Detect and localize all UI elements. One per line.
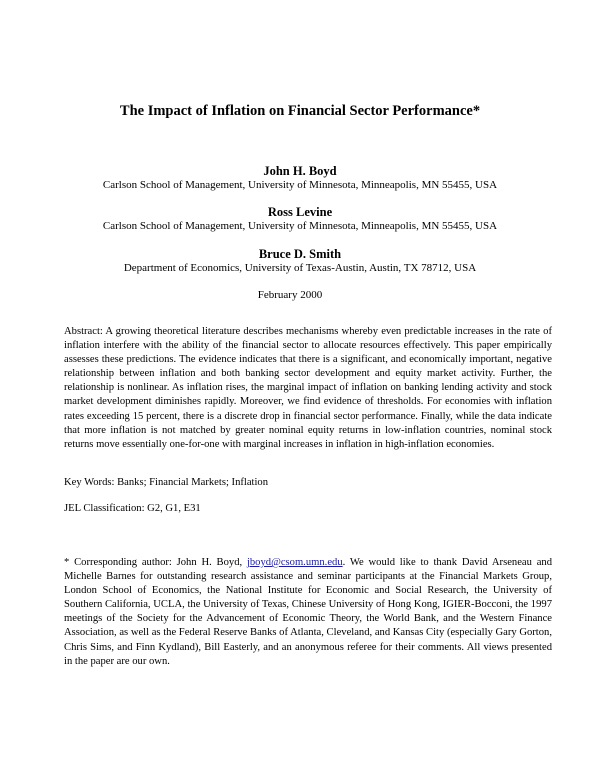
email-link[interactable]: jboyd@csom.umn.edu [246, 557, 343, 568]
author-affiliation: Carlson School of Management, University of Minnesota, Minneapolis, MN 55455, USA [102, 220, 498, 232]
footnote [64, 556, 552, 669]
author-name: Bruce D. Smith [258, 247, 342, 261]
footnote-lead: * Corresponding author: John H. Boyd, [64, 557, 247, 568]
author-name: John H. Boyd [263, 164, 337, 178]
keywords: Key Words: Banks; Financial Markets; Inflation [64, 477, 269, 488]
abstract: Abstract: A growing theoretical literature describes mechanisms whereby even predictable increases in the rate of inflation interfere with the ability of the financial sector to allocate resources effectively. This paper empirically assesses these predictions. The evidence indicates that there is a significant, and economically important, negative relationship between inflation and both banking sector development and equity market activity. Further, the relationship is nonlinear. As inflation rises, the marginal impact of inflation on banking lending activity and stock market development diminishes rapidly. Moreover, we find evidence of thresholds. For economies with inflation rates exceeding 15 percent, there is a discrete drop in financial sector performance. Finally, while the data indicate that more inflation is not matched by greater nominal equity returns in low-inflation countries, nominal stock returns move essentially one-for-one with marginal increases in inflation in high-inflation economies. [64, 326, 552, 450]
footnote-text: . We would like to thank David Arseneau and Michelle Barnes for outstanding research assistance and seminar participants at the Financial Markets Group, London School of Economics, the National Institute for Economic and Social Research, the University of Southern California, UCLA, the University of Texas, Chinese University of Hong Kong, IGIER-Bocconi, the 1997 meetings of the Society for the Advancement of Economic Theory, the World Bank, and the Western Finance Association, as well as the Federal Reserve Banks of Atlanta, Cleveland, and Kansas City (especially Gary Gorton, Chris Sims, and Finn Kydland), Bill Easterly, and an anonymous referee for their comments. All views presented in the paper are our own. [64, 557, 552, 667]
author-affiliation: Department of Economics, University of Texas-Austin, Austin, TX 78712, USA [123, 262, 477, 274]
paper-date: February 2000 [257, 289, 323, 301]
paper-title: The Impact of Inflation on Financial Sector Performance* [119, 103, 481, 119]
jel-classification: JEL Classification: G2, G1, E31 [64, 503, 201, 514]
author-affiliation: Carlson School of Management, University of Minnesota, Minneapolis, MN 55455, USA [102, 179, 498, 191]
author-name: Ross Levine [267, 205, 333, 219]
